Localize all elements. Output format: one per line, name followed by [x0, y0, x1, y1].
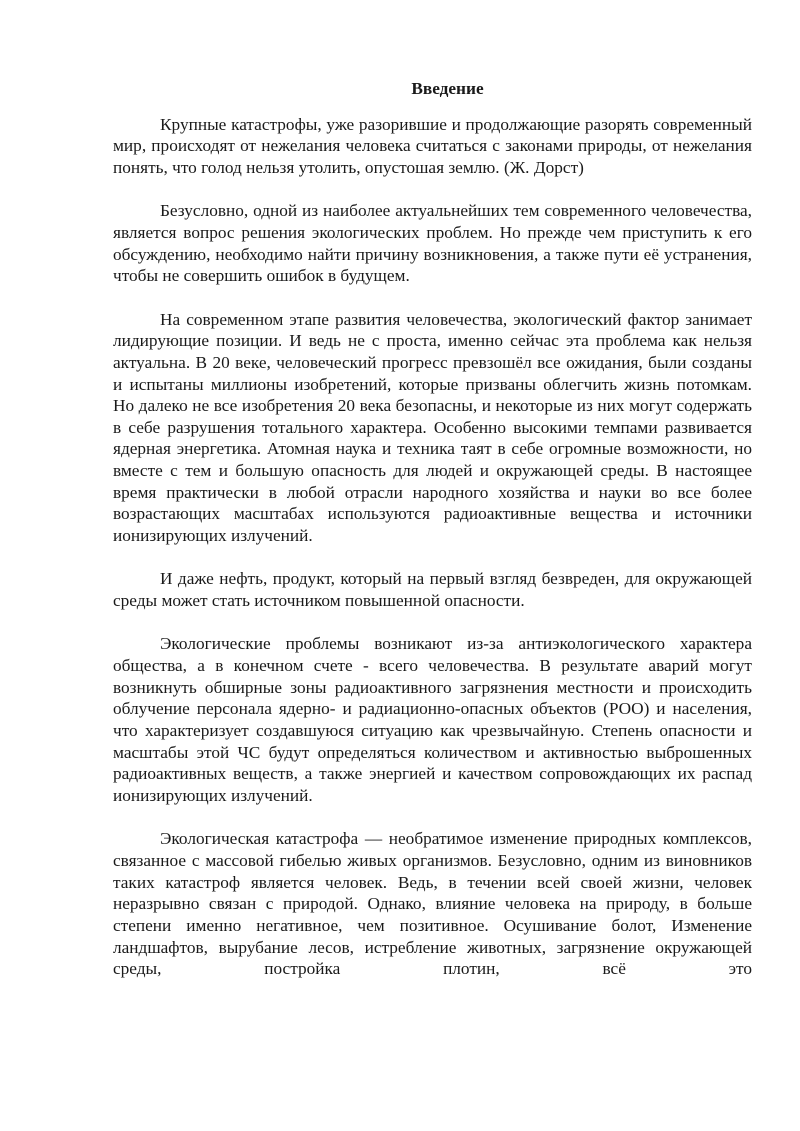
- body-paragraph: Экологические проблемы возникают из-за антиэкологического характера общества, а в конечном счете - всего человечества. В результате аварий могут возникнуть обширные зоны радиоактивного загрязнения местности и происходить облучение персонала ядерно- и радиационно-опасных объектов (РОО) и населения, что характеризует создавшуюся ситуацию как чрезвычайную. Степень опасности и масштабы этой ЧС будут определяться количеством и активностью выброшенных радиоактивных веществ, а также энергией и качеством сопровождающих их распад ионизирующих излучений.: [113, 634, 752, 805]
- document-body: [113, 78, 752, 980]
- body-paragraph: Экологическая катастрофа — необратимое изменение природных комплексов, связанное с массовой гибелью живых организмов. Безусловно, одним из виновников таких катастроф является человек. Ведь, в течении всей своей жизни, человек неразрывно связан с природой. Однако, влияние человека на природу, в больше степени именно негативное, чем позитивное. Осушивание болот, Изменение ландшафтов, вырубание лесов, истребление животных, загрязнение окружающей среды, постройка плотин, всё это: [113, 829, 752, 979]
- body-paragraph: На современном этапе развития человечества, экологический фактор занимает лидирующие позиции. И ведь не с проста, именно сейчас эта проблема как нельзя актуальна. В 20 веке, человеческий прогресс превзошёл все ожидания, были созданы и испытаны миллионы изобретений, которые призваны облегчить жизнь потомкам. Но далеко не все изобретения 20 века безопасны, и некоторые из них могут содержать в себе разрушения тотального характера. Особенно высокими темпами развивается ядерная энергетика. Атомная наука и техника таят в себе огромные возможности, но вместе с тем и большую опасность для людей и окружающей среды. В настоящее время практически в любой отрасли народного хозяйства и науки во все более возрастающих масштабах используются радиоактивные вещества и источники ионизирующих излучений.: [113, 309, 752, 546]
- epigraph-paragraph: Крупные катастрофы, уже разорившие и продолжающие разорять современный мир, происходят от нежелания человека считаться с законами природы, от нежелания понять, что голод нельзя утолить, опустошая землю. (Ж. Дорст): [113, 114, 752, 177]
- body-paragraph: И даже нефть, продукт, который на первый взгляд безвреден, для окружающей среды может стать источником повышенной опасности.: [113, 569, 752, 611]
- document-title: Введение: [411, 79, 484, 98]
- body-paragraph: Безусловно, одной из наиболее актуальнейших тем современного человечества, является вопрос решения экологических проблем. Но прежде чем приступить к его обсуждению, необходимо найти причину возникновения, а также пути её устранения, чтобы не совершить ошибок в будущем.: [113, 201, 752, 286]
